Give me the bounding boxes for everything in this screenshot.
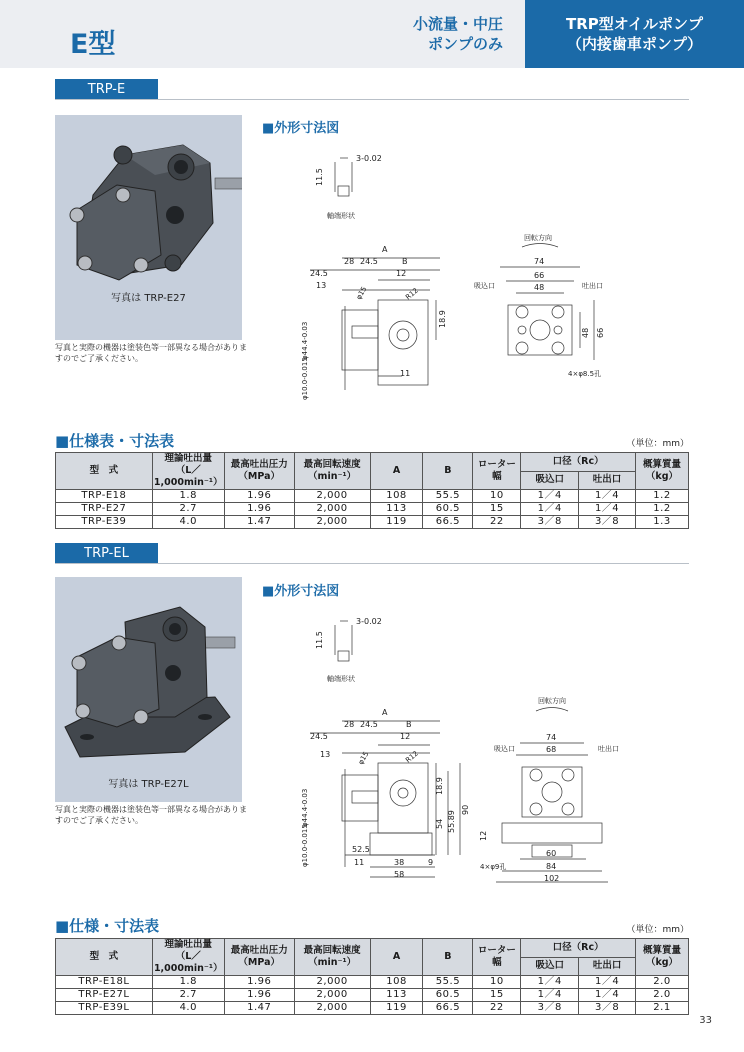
table-cell: 2.0 (636, 989, 689, 1002)
suction-port-label: 吸込口 (474, 282, 495, 290)
col-suction: 吸込口 (521, 471, 579, 490)
product-title-line1: TRP型オイルポンプ (565, 15, 704, 33)
dim-68: 68 (546, 745, 557, 754)
discharge-port-label: 吐出口 (598, 745, 619, 753)
table-cell: 2,000 (294, 989, 370, 1002)
dim-60: 60 (546, 849, 557, 858)
col-pressure-line1: 最高吐出圧力 (230, 945, 288, 956)
col-discharge: 吐出口 (579, 471, 636, 490)
mounting-hole-label: 4×φ8.5孔 (568, 370, 602, 378)
table-cell: 3／8 (521, 1002, 579, 1015)
table-cell: 108 (370, 490, 423, 503)
table-cell: 113 (370, 503, 423, 516)
table-cell: 2.1 (636, 1002, 689, 1015)
dimension-drawing-trp-e (290, 140, 620, 400)
dim-58: 58 (394, 870, 405, 879)
table-cell: 113 (370, 989, 423, 1002)
dim-18-9: 18.9 (438, 310, 447, 328)
table-cell: 1／4 (579, 989, 636, 1002)
col-flow (152, 453, 224, 490)
model-cell: TRP-E27 (56, 503, 153, 516)
table-cell: 3／8 (521, 516, 579, 529)
dim-phi15: φ15 (354, 285, 369, 301)
product-title-box (525, 0, 744, 68)
table-cell: 1.96 (224, 490, 294, 503)
dim-12: 12 (400, 732, 411, 741)
table-cell: 2,000 (294, 503, 370, 516)
table-cell: 1.8 (152, 976, 224, 989)
photo-caption: 写真は TRP-E27 (111, 293, 186, 304)
discharge-port-label: 吐出口 (582, 282, 603, 290)
table-cell: 55.5 (423, 490, 473, 503)
photo-note-line2: すのでご了承ください。 (55, 354, 143, 363)
table-cell: 1.47 (224, 1002, 294, 1015)
dim-24-5b: 24.5 (310, 732, 328, 741)
col-mass-line1: 概算質量 (642, 945, 681, 956)
table-cell: 1.47 (224, 516, 294, 529)
dim-48: 48 (534, 283, 545, 292)
spec-table-body (56, 490, 689, 529)
table-cell: 119 (370, 1002, 423, 1015)
rotation-direction-label: 回転方向 (538, 697, 566, 705)
col-mass-line1: 概算質量 (642, 459, 681, 470)
dim-66: 66 (534, 271, 545, 280)
table-cell: 15 (473, 989, 521, 1002)
type-title: E型 (70, 29, 116, 60)
product-photo-trp-el (55, 577, 242, 802)
dim-74: 74 (546, 733, 557, 742)
table-cell: 1／4 (579, 503, 636, 516)
table-cell: 1／4 (579, 490, 636, 503)
table-cell: 2.7 (152, 503, 224, 516)
spec-table-body (56, 976, 689, 1015)
pump-illustration (55, 115, 242, 340)
dim-52-5: 52.5 (352, 845, 370, 854)
model-tab-trp-e: TRP-E (55, 79, 158, 100)
model-tab-trp-el: TRP-EL (55, 543, 158, 564)
dim-shaft-key: 3-0.02 (356, 154, 382, 163)
dim-38: 38 (394, 858, 405, 867)
photo-note-line1: 写真と実際の機器は塗装色等一部異なる場合がありま (55, 805, 247, 814)
page-number: 33 (699, 1015, 712, 1026)
table-cell: 10 (473, 976, 521, 989)
table-cell: 60.5 (423, 503, 473, 516)
col-A: A (370, 453, 423, 490)
table-cell: 1／4 (521, 976, 579, 989)
model-cell: TRP-E27L (56, 989, 153, 1002)
col-port: 口径（Rc） (521, 939, 636, 958)
dim-12: 12 (396, 269, 407, 278)
dim-shaft-key: 3-0.02 (356, 617, 382, 626)
col-flow-line1: 理論吐出量 (164, 939, 213, 950)
col-pressure-line2: （MPa） (238, 957, 280, 968)
dim-66v: 66 (596, 327, 605, 338)
spec-table-title: ■仕様・寸法表 (55, 917, 160, 935)
spec-table-trp-e (55, 452, 689, 529)
col-mass-line2: （kg） (645, 471, 679, 482)
header-sub-line2: ポンプのみ (427, 35, 503, 53)
table-cell: 15 (473, 503, 521, 516)
table-cell: 22 (473, 516, 521, 529)
photo-note (55, 342, 255, 364)
table-cell: 108 (370, 976, 423, 989)
table-row (56, 989, 689, 1002)
table-cell: 10 (473, 490, 521, 503)
photo-note-line1: 写真と実際の機器は塗装色等一部異なる場合がありま (55, 343, 247, 352)
col-speed-line1: 最高回転速度 (303, 945, 361, 956)
dim-R12: R12 (404, 286, 420, 302)
spec-table-title: ■仕様表・寸法表 (55, 432, 175, 450)
photo-caption: 写真は TRP-E27L (108, 779, 189, 790)
dim-phi44: φ44.4-0.03 (301, 788, 309, 827)
col-flow-line1: 理論吐出量 (164, 453, 213, 464)
model-cell: TRP-E39L (56, 1002, 153, 1015)
dim-48v: 48 (581, 327, 590, 338)
col-rotor: ローター幅 (473, 453, 521, 490)
dim-9: 9 (428, 858, 434, 867)
dim-phi10: φ10.0-0.015 (301, 824, 309, 867)
dim-55-89: 55.89 (447, 810, 456, 833)
col-flow-line2: （L／1,000min⁻¹） (153, 951, 223, 974)
model-cell: TRP-E18L (56, 976, 153, 989)
table-cell: 2.0 (636, 976, 689, 989)
col-mass-line2: （kg） (645, 957, 679, 968)
header-sub-line1: 小流量・中圧 (412, 15, 503, 33)
col-mass (635, 453, 688, 490)
model-cell: TRP-E39 (56, 516, 153, 529)
page-header (0, 0, 744, 68)
shaft-shape-label: 軸端形状 (327, 675, 355, 683)
col-model: 型 式 (56, 453, 153, 490)
dim-54: 54 (435, 818, 444, 829)
table-cell: 3／8 (579, 516, 636, 529)
table-cell: 2,000 (294, 516, 370, 529)
col-flow (152, 939, 224, 976)
table-cell: 2,000 (294, 976, 370, 989)
product-photo-trp-e (55, 115, 242, 340)
dim-24-5b: 24.5 (310, 269, 328, 278)
model-cell: TRP-E18 (56, 490, 153, 503)
col-speed-line1: 最高回転速度 (303, 459, 361, 470)
table-cell: 1.8 (152, 490, 224, 503)
table-cell: 1／4 (521, 503, 579, 516)
col-speed-line2: （min⁻¹） (308, 957, 357, 968)
table-cell: 66.5 (423, 1002, 473, 1015)
spec-table-trp-el (55, 938, 689, 1015)
col-mass (636, 939, 689, 976)
table-cell: 1／4 (521, 989, 579, 1002)
dim-28: 28 (344, 720, 355, 729)
mounting-hole-label: 4×φ9孔 (480, 863, 507, 871)
shaft-shape-label: 軸端形状 (327, 212, 355, 220)
dim-11: 11 (400, 369, 411, 378)
col-pressure (224, 453, 294, 490)
table-cell: 66.5 (423, 516, 473, 529)
col-pressure (224, 939, 294, 976)
col-pressure-line1: 最高吐出圧力 (230, 459, 288, 470)
dim-24-5: 24.5 (360, 720, 378, 729)
pump-with-bracket-illustration (55, 577, 242, 802)
col-A: A (370, 939, 423, 976)
dim-84: 84 (546, 862, 557, 871)
col-suction: 吸込口 (521, 957, 579, 976)
dim-shaft-height: 11.5 (315, 631, 324, 649)
table-row (56, 516, 689, 529)
col-flow-line2: （L／1,000min⁻¹） (153, 465, 223, 488)
table-cell: 2.7 (152, 989, 224, 1002)
section-rule (55, 563, 689, 564)
table-cell: 1.3 (635, 516, 688, 529)
table-cell: 1.96 (224, 976, 294, 989)
table-cell: 1.96 (224, 989, 294, 1002)
col-B: B (423, 453, 473, 490)
dim-B: B (406, 720, 412, 729)
dim-28: 28 (344, 257, 355, 266)
dim-shaft-height: 11.5 (315, 168, 324, 186)
dim-phi10: φ10.0-0.015 (301, 357, 309, 400)
col-speed (294, 453, 370, 490)
unit-label: （単位：mm） (626, 439, 689, 449)
col-rotor: ローター幅 (473, 939, 521, 976)
dim-102: 102 (544, 874, 560, 883)
unit-label: （単位：mm） (626, 925, 689, 935)
dim-90: 90 (461, 804, 470, 815)
drawing-title: ■外形寸法図 (262, 584, 340, 599)
dim-12v: 12 (479, 830, 488, 841)
rotation-direction-label: 回転方向 (524, 234, 552, 242)
product-title-line2: （内接歯車ポンプ） (566, 35, 703, 53)
table-cell: 4.0 (152, 516, 224, 529)
table-cell: 1／4 (579, 976, 636, 989)
table-cell: 22 (473, 1002, 521, 1015)
table-cell: 55.5 (423, 976, 473, 989)
table-cell: 1／4 (521, 490, 579, 503)
table-cell: 1.96 (224, 503, 294, 516)
dim-18-9: 18.9 (435, 777, 444, 795)
col-speed (294, 939, 370, 976)
dim-R12: R12 (404, 749, 420, 765)
table-cell: 3／8 (579, 1002, 636, 1015)
col-discharge: 吐出口 (579, 957, 636, 976)
dim-phi44: φ44.4-0.03 (301, 321, 309, 360)
dimension-drawing-trp-el (290, 605, 620, 890)
table-cell: 4.0 (152, 1002, 224, 1015)
table-cell: 1.2 (635, 503, 688, 516)
drawing-title: ■外形寸法図 (262, 121, 340, 136)
table-row (56, 1002, 689, 1015)
table-row (56, 490, 689, 503)
dim-11: 11 (354, 858, 365, 867)
dim-13: 13 (316, 281, 327, 290)
dim-24-5: 24.5 (360, 257, 378, 266)
header-subtitle (388, 14, 503, 54)
dim-A: A (382, 245, 388, 254)
col-model: 型 式 (56, 939, 153, 976)
suction-port-label: 吸込口 (494, 745, 515, 753)
section-rule (55, 99, 689, 100)
dim-A: A (382, 708, 388, 717)
table-cell: 1.2 (635, 490, 688, 503)
photo-note-line2: すのでご了承ください。 (55, 816, 143, 825)
dim-13: 13 (320, 750, 331, 759)
photo-note (55, 804, 255, 826)
dim-phi15: φ15 (356, 750, 371, 766)
table-cell: 2,000 (294, 490, 370, 503)
table-cell: 2,000 (294, 1002, 370, 1015)
col-pressure-line2: （MPa） (238, 471, 280, 482)
table-row (56, 503, 689, 516)
col-port: 口径（Rc） (521, 453, 636, 472)
table-cell: 60.5 (423, 989, 473, 1002)
col-speed-line2: （min⁻¹） (308, 471, 357, 482)
col-B: B (423, 939, 473, 976)
dim-B: B (402, 257, 408, 266)
table-row (56, 976, 689, 989)
dim-74: 74 (534, 257, 545, 266)
table-cell: 119 (370, 516, 423, 529)
